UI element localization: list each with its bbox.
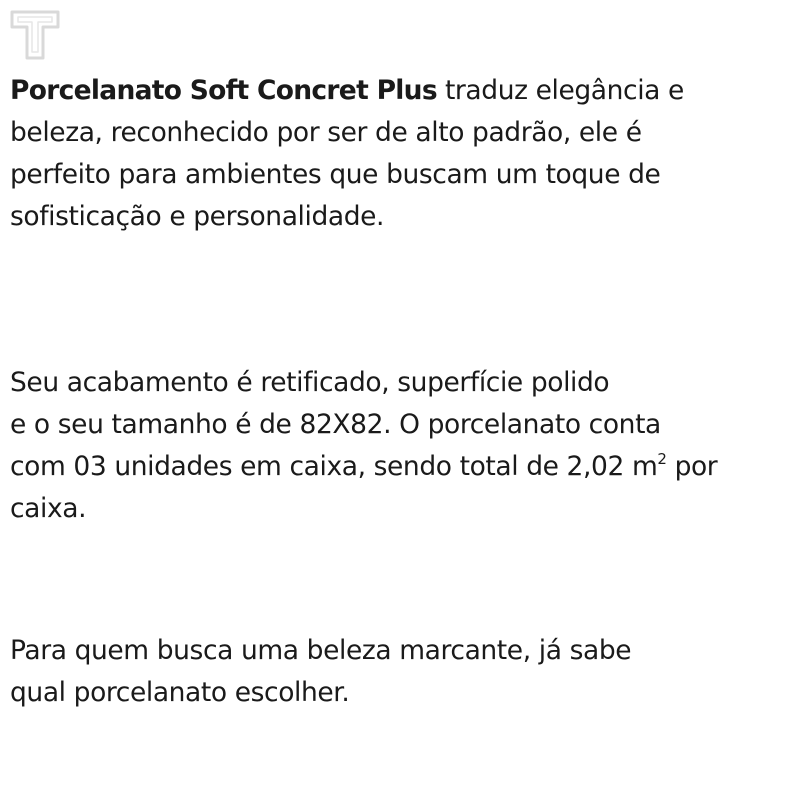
paragraph-specs-line-3 xyxy=(10,446,790,488)
product-name: Porcelanato Soft Concret Plus xyxy=(10,75,437,106)
paragraph-specs-line-4: caixa. xyxy=(10,493,87,524)
specs-line-3-text: com 03 unidades em caixa, sendo total de 2,02 m xyxy=(10,451,658,482)
paragraph-specs xyxy=(10,362,790,530)
intro-line-1-text: traduz elegância e xyxy=(436,75,684,106)
paragraph-closing-line-2: qual porcelanato escolher. xyxy=(10,677,350,708)
specs-line-3-end: por xyxy=(666,451,718,482)
square-meter-superscript: 2 xyxy=(657,450,667,468)
paragraph-intro xyxy=(10,70,790,238)
product-description xyxy=(10,70,790,714)
t-letter-logo-icon xyxy=(8,8,62,62)
paragraph-intro-line-2: beleza, reconhecido por ser de alto padrão, ele é xyxy=(10,117,642,148)
paragraph-closing-line-1: Para quem busca uma beleza marcante, já sabe xyxy=(10,635,632,666)
paragraph-specs-line-2: e o seu tamanho é de 82X82. O porcelanato conta xyxy=(10,409,661,440)
paragraph-intro-line-1 xyxy=(10,70,790,112)
paragraph-intro-line-4: sofisticação e personalidade. xyxy=(10,201,385,232)
paragraph-closing xyxy=(10,630,790,714)
brand-logo xyxy=(8,8,62,62)
paragraph-specs-line-1: Seu acabamento é retificado, superfície polido xyxy=(10,367,610,398)
paragraph-intro-line-3: perfeito para ambientes que buscam um toque de xyxy=(10,159,661,190)
